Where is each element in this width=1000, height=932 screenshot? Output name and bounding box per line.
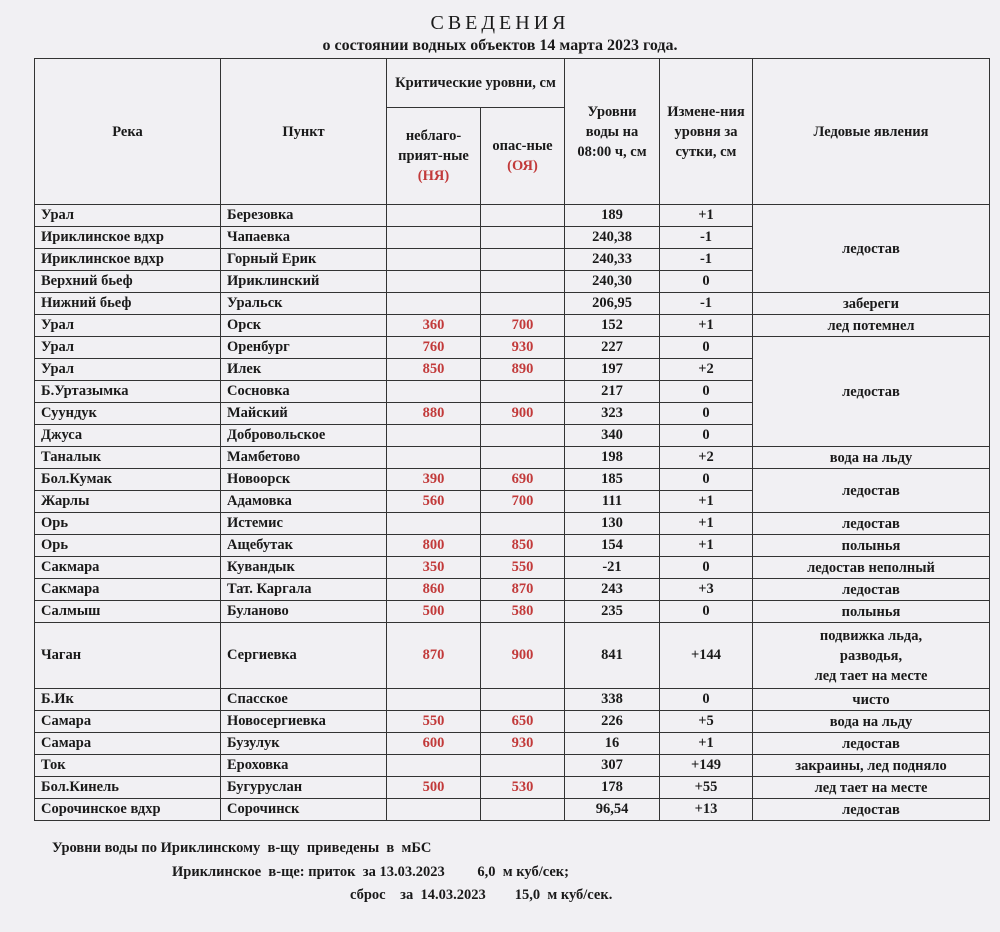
cell-change: 0 <box>660 557 753 579</box>
cell-river: Урал <box>35 337 221 359</box>
cell-ice: ледостав неполный <box>753 557 990 579</box>
table-row <box>35 557 990 579</box>
cell-point: Сорочинск <box>221 799 387 821</box>
document-title: СВЕДЕНИЯ <box>430 12 570 34</box>
cell-dangerous: 850 <box>481 535 565 557</box>
cell-river: Таналык <box>35 447 221 469</box>
cell-dangerous: 870 <box>481 579 565 601</box>
cell-level: 185 <box>565 469 660 491</box>
cell-unfavorable <box>387 799 481 821</box>
cell-level: 227 <box>565 337 660 359</box>
cell-point: Уральск <box>221 293 387 315</box>
header-river: Река <box>35 59 221 205</box>
cell-river: Урал <box>35 359 221 381</box>
cell-river: Салмыш <box>35 601 221 623</box>
cell-level: 16 <box>565 733 660 755</box>
cell-point: Горный Ерик <box>221 249 387 271</box>
cell-unfavorable: 560 <box>387 491 481 513</box>
cell-dangerous: 890 <box>481 359 565 381</box>
cell-unfavorable <box>387 293 481 315</box>
header-change: Измене-ния уровня за сутки, см <box>660 59 753 205</box>
table-row <box>35 689 990 711</box>
cell-point: Адамовка <box>221 491 387 513</box>
cell-change: +1 <box>660 733 753 755</box>
cell-change: +2 <box>660 359 753 381</box>
cell-unfavorable: 870 <box>387 623 481 689</box>
cell-river: Бол.Кумак <box>35 469 221 491</box>
cell-dangerous: 580 <box>481 601 565 623</box>
cell-river: Ток <box>35 755 221 777</box>
cell-river: Б.Ик <box>35 689 221 711</box>
cell-level: 235 <box>565 601 660 623</box>
cell-ice: подвижка льда, разводья, лед тает на месте <box>753 623 990 689</box>
cell-dangerous <box>481 799 565 821</box>
cell-change: 0 <box>660 337 753 359</box>
cell-change: 0 <box>660 469 753 491</box>
header-ice: Ледовые явления <box>753 59 990 205</box>
cell-ice: полынья <box>753 535 990 557</box>
table-row <box>35 469 990 491</box>
header-unfavorable-abbr: (НЯ) <box>417 168 450 184</box>
footer-note: Уровни воды по Ириклинскому в-щу приведены в мБС <box>52 840 432 856</box>
table-row <box>35 447 990 469</box>
cell-point: Ириклинский <box>221 271 387 293</box>
cell-dangerous: 690 <box>481 469 565 491</box>
document-subtitle: о состоянии водных объектов 14 марта 2023 года. <box>322 37 678 54</box>
cell-unfavorable: 880 <box>387 403 481 425</box>
cell-river: Ириклинское вдхр <box>35 249 221 271</box>
cell-level: 111 <box>565 491 660 513</box>
cell-change: +1 <box>660 491 753 513</box>
cell-level: 178 <box>565 777 660 799</box>
cell-river: Сакмара <box>35 579 221 601</box>
cell-ice: ледостав <box>753 513 990 535</box>
table-row <box>35 513 990 535</box>
table-row <box>35 337 990 359</box>
cell-point: Оренбург <box>221 337 387 359</box>
cell-level: 96,54 <box>565 799 660 821</box>
cell-point: Кувандык <box>221 557 387 579</box>
cell-unfavorable <box>387 205 481 227</box>
cell-river: Джуса <box>35 425 221 447</box>
cell-dangerous <box>481 205 565 227</box>
header-critical: Критические уровни, см <box>387 59 565 108</box>
cell-dangerous: 930 <box>481 733 565 755</box>
cell-ice: ледостав <box>753 205 990 293</box>
cell-unfavorable: 360 <box>387 315 481 337</box>
cell-ice: вода на льду <box>753 711 990 733</box>
cell-river: Верхний бьеф <box>35 271 221 293</box>
table-row <box>35 711 990 733</box>
cell-level: 130 <box>565 513 660 535</box>
cell-dangerous: 700 <box>481 315 565 337</box>
header-dangerous <box>481 108 565 205</box>
cell-ice: закраины, лед подняло <box>753 755 990 777</box>
cell-dangerous <box>481 689 565 711</box>
cell-river: Самара <box>35 711 221 733</box>
cell-dangerous <box>481 249 565 271</box>
cell-ice: лед потемнел <box>753 315 990 337</box>
header-unfavorable-label: неблаго-прият-ные <box>398 128 469 164</box>
cell-change: +5 <box>660 711 753 733</box>
table-row <box>35 777 990 799</box>
cell-point: Новоорск <box>221 469 387 491</box>
cell-unfavorable <box>387 447 481 469</box>
cell-change: +3 <box>660 579 753 601</box>
table-row <box>35 755 990 777</box>
cell-level: 152 <box>565 315 660 337</box>
cell-level: 189 <box>565 205 660 227</box>
cell-unfavorable <box>387 425 481 447</box>
header-unfavorable <box>387 108 481 205</box>
cell-point: Ероховка <box>221 755 387 777</box>
cell-dangerous: 900 <box>481 623 565 689</box>
cell-river: Чаган <box>35 623 221 689</box>
cell-level: -21 <box>565 557 660 579</box>
cell-dangerous: 530 <box>481 777 565 799</box>
cell-point: Тат. Каргала <box>221 579 387 601</box>
cell-change: +1 <box>660 535 753 557</box>
cell-point: Березовка <box>221 205 387 227</box>
cell-unfavorable: 500 <box>387 777 481 799</box>
cell-point: Бугуруслан <box>221 777 387 799</box>
cell-unfavorable: 350 <box>387 557 481 579</box>
cell-ice: полынья <box>753 601 990 623</box>
cell-level: 243 <box>565 579 660 601</box>
cell-point: Истемис <box>221 513 387 535</box>
cell-point: Спасское <box>221 689 387 711</box>
cell-level: 240,38 <box>565 227 660 249</box>
cell-unfavorable: 860 <box>387 579 481 601</box>
cell-point: Чапаевка <box>221 227 387 249</box>
cell-dangerous <box>481 513 565 535</box>
cell-point: Бузулук <box>221 733 387 755</box>
cell-river: Жарлы <box>35 491 221 513</box>
table-row <box>35 293 990 315</box>
cell-point: Добровольское <box>221 425 387 447</box>
cell-dangerous: 700 <box>481 491 565 513</box>
cell-ice: ледостав <box>753 337 990 447</box>
cell-ice: чисто <box>753 689 990 711</box>
cell-ice: забереги <box>753 293 990 315</box>
cell-unfavorable <box>387 271 481 293</box>
table-row <box>35 205 990 227</box>
water-levels-table <box>34 58 990 821</box>
cell-ice: ледостав <box>753 579 990 601</box>
header-level: Уровни воды на 08:00 ч, см <box>565 59 660 205</box>
cell-dangerous <box>481 425 565 447</box>
cell-river: Орь <box>35 535 221 557</box>
header-dangerous-abbr: (ОЯ) <box>507 158 538 174</box>
cell-river: Б.Уртазымка <box>35 381 221 403</box>
header-dangerous-label: опас-ные <box>492 138 553 154</box>
cell-level: 240,30 <box>565 271 660 293</box>
cell-river: Урал <box>35 315 221 337</box>
cell-change: +1 <box>660 315 753 337</box>
cell-river: Ириклинское вдхр <box>35 227 221 249</box>
cell-ice: ледостав <box>753 469 990 513</box>
cell-river: Суундук <box>35 403 221 425</box>
cell-change: 0 <box>660 601 753 623</box>
cell-river: Сорочинское вдхр <box>35 799 221 821</box>
cell-unfavorable: 550 <box>387 711 481 733</box>
cell-level: 206,95 <box>565 293 660 315</box>
cell-change: 0 <box>660 381 753 403</box>
cell-ice: ледостав <box>753 733 990 755</box>
cell-unfavorable: 390 <box>387 469 481 491</box>
cell-unfavorable <box>387 227 481 249</box>
table-row <box>35 601 990 623</box>
cell-river: Урал <box>35 205 221 227</box>
cell-unfavorable: 760 <box>387 337 481 359</box>
cell-level: 340 <box>565 425 660 447</box>
cell-change: +144 <box>660 623 753 689</box>
cell-point: Сергиевка <box>221 623 387 689</box>
cell-level: 217 <box>565 381 660 403</box>
cell-level: 226 <box>565 711 660 733</box>
cell-dangerous <box>481 447 565 469</box>
cell-level: 198 <box>565 447 660 469</box>
cell-level: 240,33 <box>565 249 660 271</box>
table-row <box>35 733 990 755</box>
cell-change: -1 <box>660 249 753 271</box>
cell-river: Бол.Кинель <box>35 777 221 799</box>
cell-level: 323 <box>565 403 660 425</box>
cell-dangerous: 650 <box>481 711 565 733</box>
cell-change: 0 <box>660 689 753 711</box>
table-row <box>35 579 990 601</box>
cell-dangerous: 900 <box>481 403 565 425</box>
cell-point: Новосергиевка <box>221 711 387 733</box>
cell-unfavorable <box>387 755 481 777</box>
table-row <box>35 315 990 337</box>
cell-point: Илек <box>221 359 387 381</box>
cell-level: 197 <box>565 359 660 381</box>
cell-river: Нижний бьеф <box>35 293 221 315</box>
cell-change: 0 <box>660 403 753 425</box>
table-row <box>35 535 990 557</box>
cell-change: -1 <box>660 293 753 315</box>
cell-point: Сосновка <box>221 381 387 403</box>
cell-river: Сакмара <box>35 557 221 579</box>
cell-change: +55 <box>660 777 753 799</box>
cell-unfavorable <box>387 249 481 271</box>
cell-dangerous <box>481 755 565 777</box>
table-row <box>35 623 990 689</box>
cell-dangerous <box>481 227 565 249</box>
cell-change: -1 <box>660 227 753 249</box>
cell-change: +1 <box>660 513 753 535</box>
cell-level: 338 <box>565 689 660 711</box>
cell-unfavorable: 500 <box>387 601 481 623</box>
cell-point: Буланово <box>221 601 387 623</box>
cell-point: Майский <box>221 403 387 425</box>
cell-change: 0 <box>660 271 753 293</box>
cell-change: +1 <box>660 205 753 227</box>
header-point: Пункт <box>221 59 387 205</box>
cell-unfavorable: 800 <box>387 535 481 557</box>
cell-level: 841 <box>565 623 660 689</box>
cell-dangerous <box>481 381 565 403</box>
cell-point: Ащебутак <box>221 535 387 557</box>
cell-change: +149 <box>660 755 753 777</box>
cell-dangerous: 550 <box>481 557 565 579</box>
cell-unfavorable: 600 <box>387 733 481 755</box>
cell-change: +2 <box>660 447 753 469</box>
cell-level: 154 <box>565 535 660 557</box>
table-row <box>35 799 990 821</box>
cell-unfavorable: 850 <box>387 359 481 381</box>
cell-river: Орь <box>35 513 221 535</box>
cell-dangerous: 930 <box>481 337 565 359</box>
cell-change: 0 <box>660 425 753 447</box>
cell-unfavorable <box>387 689 481 711</box>
cell-ice: лед тает на месте <box>753 777 990 799</box>
cell-unfavorable <box>387 381 481 403</box>
cell-dangerous <box>481 271 565 293</box>
cell-point: Орск <box>221 315 387 337</box>
cell-dangerous <box>481 293 565 315</box>
cell-point: Мамбетово <box>221 447 387 469</box>
cell-ice: ледостав <box>753 799 990 821</box>
footer-discharge: сброс за 14.03.2023 15,0 м куб/сек. <box>350 887 613 903</box>
footer-inflow: Ириклинское в-ще: приток за 13.03.2023 6,0 м куб/сек; <box>172 864 569 880</box>
cell-unfavorable <box>387 513 481 535</box>
cell-ice: вода на льду <box>753 447 990 469</box>
cell-river: Самара <box>35 733 221 755</box>
table-body <box>35 205 990 821</box>
cell-change: +13 <box>660 799 753 821</box>
cell-level: 307 <box>565 755 660 777</box>
